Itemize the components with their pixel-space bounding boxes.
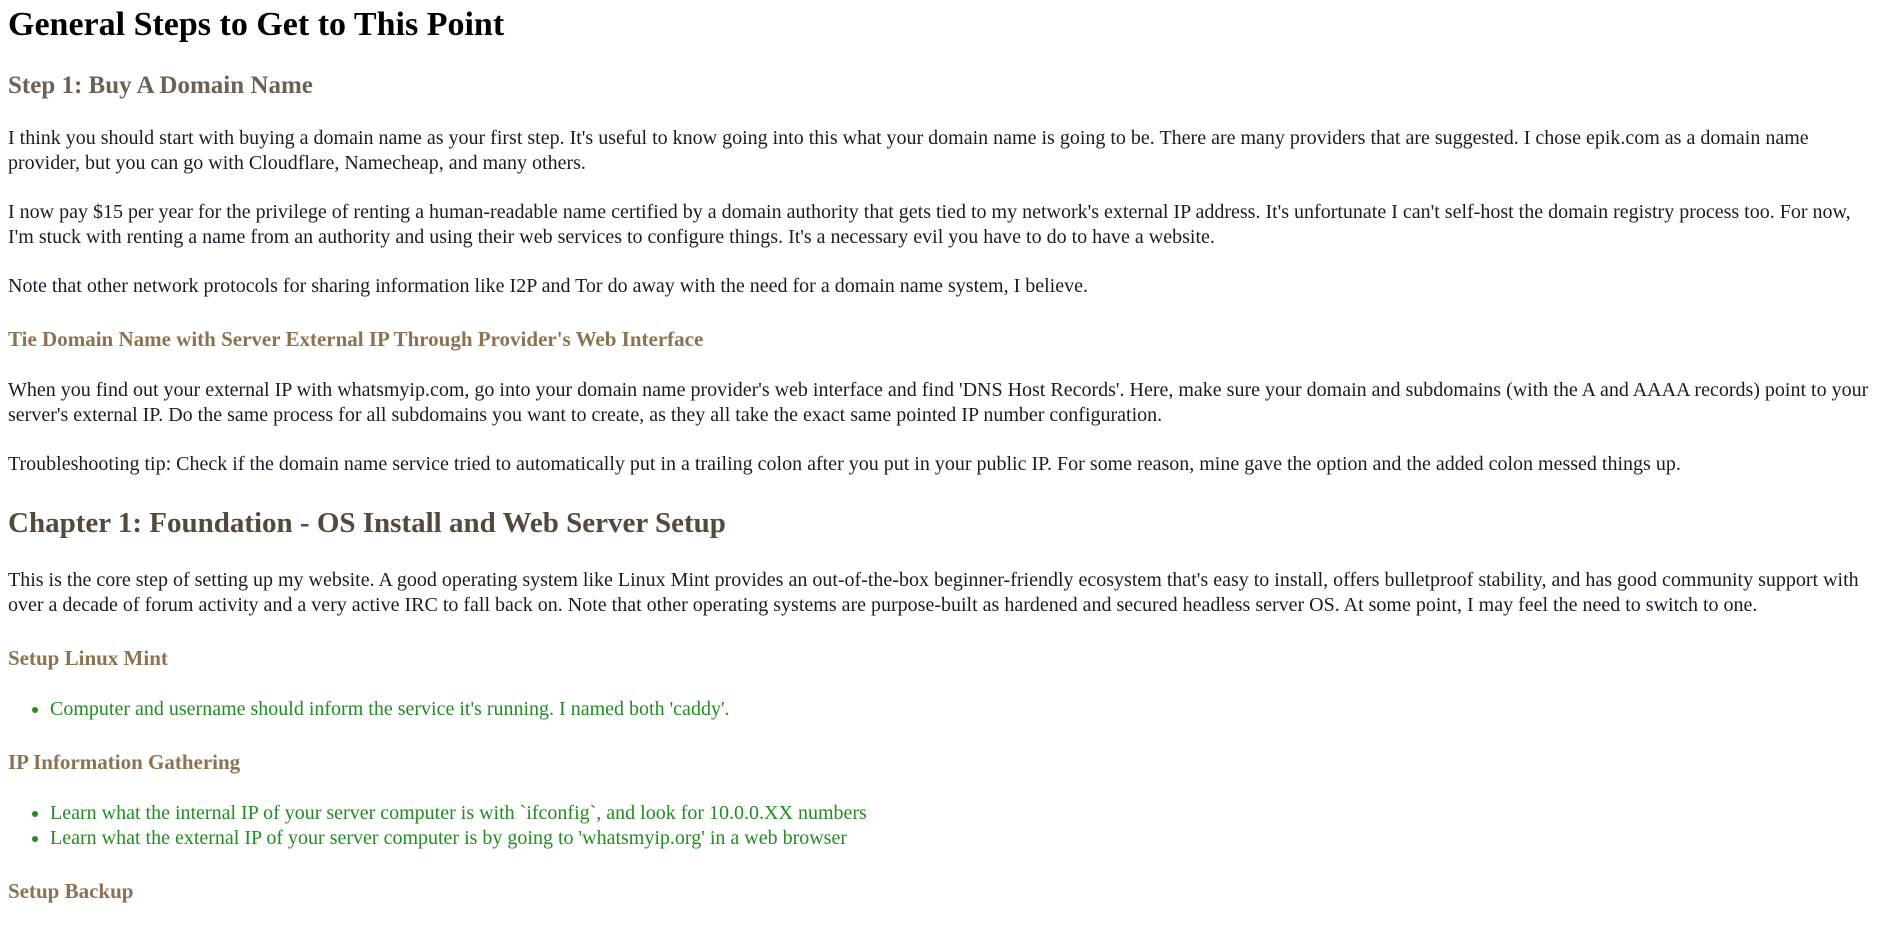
- heading-chapter1: Chapter 1: Foundation - OS Install and Web Server Setup: [8, 507, 726, 539]
- heading-ip-information-gathering: IP Information Gathering: [8, 750, 241, 774]
- paragraph-troubleshooting-tip: Troubleshooting tip: Check if the domain name service tried to automatically put in a trailing colon after you put in your public IP. For some reason, mine gave the option and the added colon messed things up.: [8, 453, 1681, 475]
- paragraph-other-protocols: Note that other network protocols for sharing information like I2P and Tor do away with the need for a domain name system, I believe.: [8, 275, 1088, 297]
- paragraph-dns-host-records: When you find out your external IP with whatsmyip.com, go into your domain name provider's web interface and find 'DNS Host Records'. Here, make sure your domain and subdomains (with the A and AAAA records) point to your server's external IP. Do the same process for all subdomains you want to create, as they all take the exact same pointed IP number configuration.: [8, 379, 1869, 426]
- paragraph-domain-cost: I now pay $15 per year for the privilege of renting a human-readable name certified by a domain authority that gets tied to my network's external IP address. It's unfortunate I can't self-host the domain registry process too. For now, I'm stuck with renting a name from an authority and using their web services to configure things. It's a necessary evil you have to do to have a website.: [8, 201, 1851, 248]
- paragraph-domain-intro: I think you should start with buying a domain name as your first step. It's useful to know going into this what your domain name is going to be. There are many providers that are suggested. I chose epik.com as a domain name provider, but you can go with Cloudflare, Namecheap, and many others.: [8, 127, 1809, 174]
- heading-setup-backup: Setup Backup: [8, 879, 134, 903]
- list-item-external-ip: • Learn what the external IP of your server computer is by going to 'whatsmyip.org' in a web browser: [50, 826, 1881, 851]
- heading-tie-domain-to-ip: Tie Domain Name with Server External IP Through Provider's Web Interface: [8, 327, 704, 351]
- heading-setup-linux-mint: Setup Linux Mint: [8, 646, 168, 670]
- article-content: [8, 6, 1881, 904]
- list-item-caddy-naming: • Computer and username should inform the service it's running. I named both 'caddy'.: [50, 697, 1881, 722]
- list-item-internal-ip: • Learn what the internal IP of your server computer is with `ifconfig`, and look for 10.0.0.XX numbers: [50, 801, 1881, 826]
- heading-step1-buy-domain: Step 1: Buy A Domain Name: [8, 72, 313, 99]
- ip-info-list: [8, 801, 1881, 851]
- paragraph-os-install-intro: This is the core step of setting up my website. A good operating system like Linux Mint provides an out-of-the-box beginner-friendly ecosystem that's easy to install, offers bulletproof stability, and has good community support with over a decade of forum activity and a very active IRC to fall back on. Note that other operating systems are purpose-built as hardened and secured headless server OS. At some point, I may feel the need to switch to one.: [8, 569, 1859, 616]
- setup-linux-mint-list: [8, 697, 1881, 722]
- page-title: General Steps to Get to This Point: [8, 6, 505, 43]
